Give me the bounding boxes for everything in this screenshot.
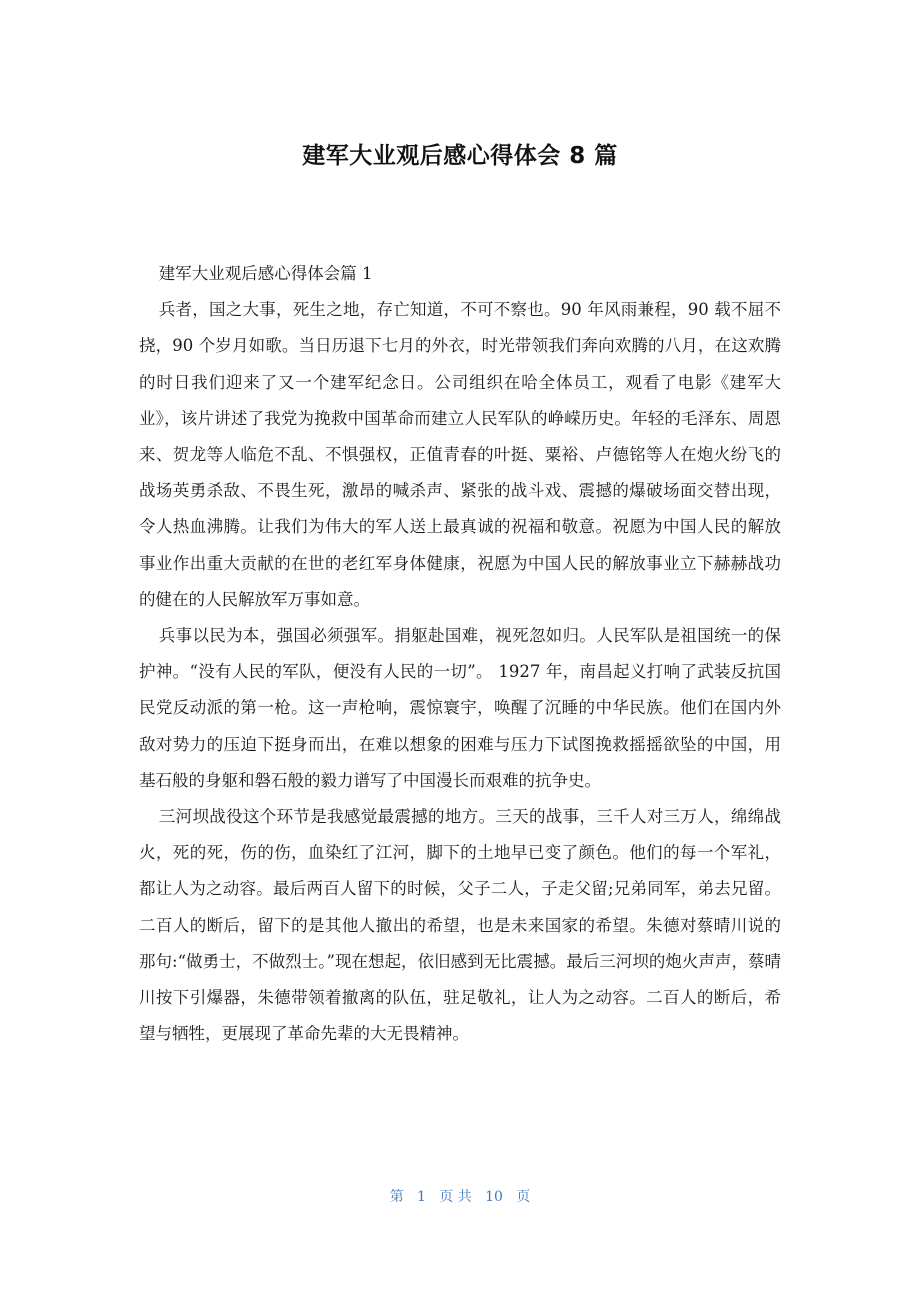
paragraph-1: 兵者，国之大事，死生之地，存亡知道，不可不察也。90 年风雨兼程，90 载不屈不挠，90 个岁月如歌。当日历退下七月的外衣，时光带领我们奔向欢腾的八月，在这欢腾的时日我们迎来了又一个建军纪念日。公司组织在哈全体员工，观看了电影《建军大业》，该片讲述了我党为挽救中国革命而建立人民军队的峥嵘历史。年轻的毛泽东、周恩来、贺龙等人临危不乱、不惧强权，正值青春的叶挺、粟裕、卢德铭等人在炮火纷飞的战场英勇杀敌、不畏生死，激昂的喊杀声、紧张的战斗戏、震撼的爆破场面交替出现，令人热血沸腾。让我们为伟大的军人送上最真诚的祝福和敬意。祝愿为中国人民的解放事业作出重大贡献的在世的老红军身体健康，祝愿为中国人民的解放事业立下赫赫战功的健在的人民解放军万事如意。 (139, 300, 781, 609)
page-number-footer: 第 1 页 共 10 页 (389, 1189, 531, 1205)
document-title: 建军大业观后感心得体会 8 篇 (302, 143, 618, 169)
paragraph-3: 三河坝战役这个环节是我感觉最震撼的地方。三天的战事，三千人对三万人，绵绵战火，死的死，伤的伤，血染红了江河，脚下的土地早已变了颜色。他们的每一个军礼，都让人为之动容。最后两百人留下的时候，父子二人，子走父留;兄弟同军，弟去兄留。二百人的断后，留下的是其他人撤出的希望，也是未来国家的希望。朱德对蔡晴川说的那句:“做勇士，不做烈士。”现在想起，依旧感到无比震撼。最后三河坝的炮火声声，蔡晴川按下引爆器，朱德带领着撤离的队伍，驻足敬礼，让人为之动容。二百人的断后，希望与牺牲，更展现了革命先辈的大无畏精神。 (139, 807, 781, 1044)
section-heading: 建军大业观后感心得体会篇 1 (158, 264, 373, 283)
paragraph-2: 兵事以民为本，强国必须强军。捐躯赴国难，视死忽如归。人民军队是祖国统一的保护神。“没有人民的军队，便没有人民的一切”。 1927 年，南昌起义打响了武装反抗国民党反动派的第一枪。这一声枪响，震惊寰宇，唤醒了沉睡的中华民族。他们在国内外敌对势力的压迫下挺身而出，在难以想象的困难与压力下试图挽救摇摇欲坠的中国，用基石般的身躯和磐石般的毅力谱写了中国漫长而艰难的抗争史。 (139, 626, 781, 790)
document-body (139, 256, 781, 1052)
